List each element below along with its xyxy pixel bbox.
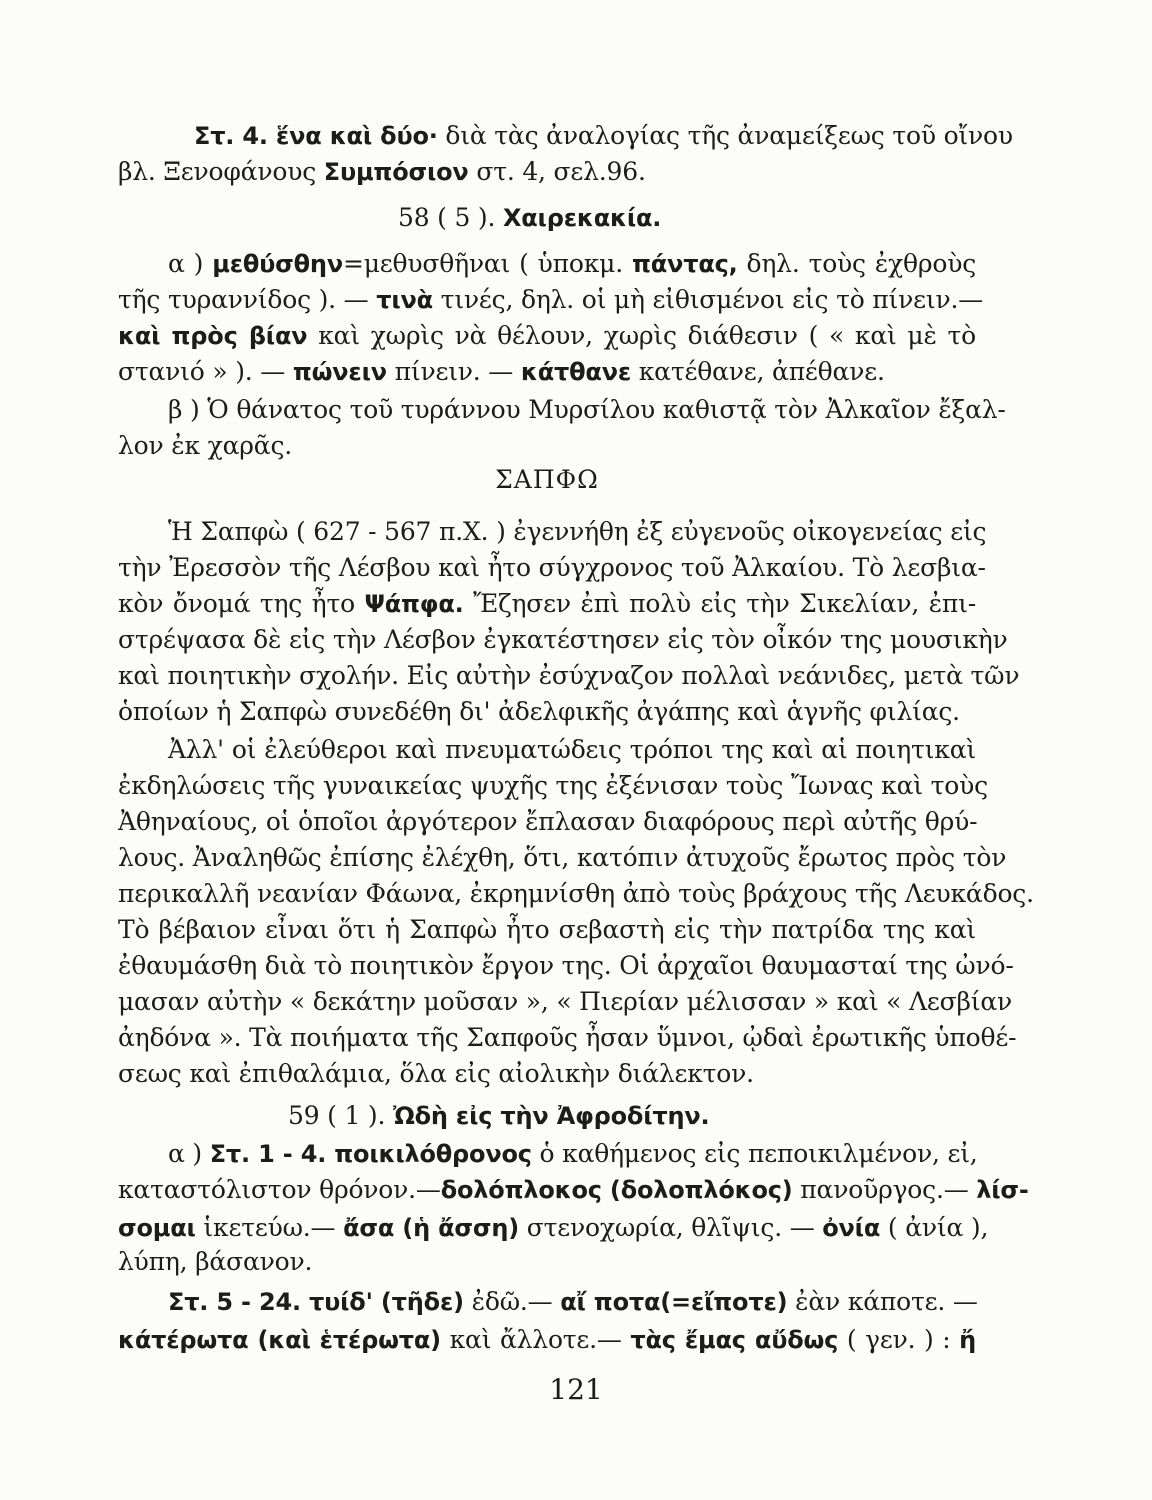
text-run: ( ἀνία ), (880, 1213, 989, 1242)
text-run: καταστόλιστον θρόνον.— (118, 1175, 441, 1204)
text-run: πίνειν. — (386, 357, 521, 386)
text-run: λον ἐκ χαρᾶς. (118, 431, 292, 460)
text-run: β ) Ὁ θάνατος τοῦ τυράννου Μυρσίλου καθιστᾷ τὸν Ἀλκαῖον ἔξαλ- (168, 395, 1006, 424)
text-run: στρέψασα δὲ εἰς τὴν Λέσβον ἐγκατέστησεν εἰς τὸν οἶκόν της μουσικὴν (118, 625, 1008, 654)
text-run: καὶ χωρὶς νὰ θέλουν, χωρὶς διάθεσιν ( « καὶ μὲ τὸ (307, 321, 976, 350)
text-line (118, 876, 1034, 912)
bold-term: τὰς ἔμας αὔδως (630, 1326, 839, 1354)
text-run: καὶ ποιητικὴν σχολήν. Εἰς αὐτὴν ἐσύχναζον πολλαὶ νεάνιδες, μετὰ τῶν (118, 661, 1020, 690)
text-line (118, 550, 986, 586)
text-line (168, 514, 987, 550)
section-heading (118, 462, 976, 498)
text-run: λους. Ἀναληθῶς ἐπίσης ἐλέχθη, ὅτι, κατόπιν ἀτυχοῦς ἔρωτος πρὸς τὸν (118, 843, 1007, 872)
text-run: τινές, δηλ. οἱ μὴ εἰθισμένοι εἰς τὸ πίνειν.— (432, 285, 984, 314)
text-run: Ἡ Σαπφὼ ( 627 - 567 π.Χ. ) ἐγεννήθη ἐξ εὐγενοῦς οἰκογενείας εἰς (168, 517, 987, 546)
bold-term: ἤ (959, 1326, 976, 1354)
text-line (168, 392, 1006, 428)
text-line (118, 912, 976, 948)
text-run: Τὸ βέβαιον εἶναι ὅτι ἡ Σαπφὼ ἦτο σεβαστὴ εἰς τὴν πατρίδα της καὶ (118, 915, 976, 944)
text-run: 58 ( 5 ). (398, 203, 503, 232)
text-run: κὸν ὄνομά της ἦτο (118, 589, 365, 618)
text-run: ἱκετεύω.— (195, 1213, 344, 1242)
text-run: ( γεν. ) : (838, 1325, 960, 1354)
text-run: διὰ τὰς ἀναλογίας τῆς ἀναμείξεως τοῦ οἴνου (437, 121, 1013, 150)
bold-term: ὀνία (822, 1214, 881, 1242)
text-run: α ) (168, 249, 213, 278)
text-run: ὁποίων ἡ Σαπφὼ συνεδέθη δι' ἀδελφικῆς ἀγάπης καὶ ἁγνῆς φιλίας. (118, 697, 960, 726)
text-run: λύπη, βάσανον. (118, 1247, 313, 1276)
text-run: ἐκδηλώσεις τῆς γυναικείας ψυχῆς της ἐξένισαν τοὺς Ἴωνας καὶ τοὺς (118, 771, 988, 800)
text-run: ἐδῶ.— (463, 1287, 561, 1316)
bold-term: Στ. 1 - 4. ποικιλόθρονος (209, 1140, 532, 1168)
text-run: 59 ( 1 ). (288, 1101, 393, 1130)
bold-term: πάντας, (631, 250, 738, 278)
text-line (118, 318, 976, 354)
bold-term: λίσ- (976, 1176, 1029, 1204)
text-line (118, 1210, 989, 1246)
text-line (118, 1172, 1029, 1208)
text-run: ΣΑΠΦΩ (495, 465, 599, 494)
text-run: Ἔζησεν ἐπὶ πολὺ εἰς τὴν Σικελίαν, ἐπι- (463, 589, 976, 618)
text-run: σεως καὶ ἐπιθαλάμια, ὅλα εἰς αἰολικὴν διάλεκτον. (118, 1059, 754, 1088)
bold-term: αἴ ποτα(=εἴποτε) (560, 1288, 788, 1316)
text-line (118, 1020, 1017, 1056)
bold-term: Χαιρεκακία. (502, 204, 662, 232)
text-run: δηλ. τοὺς ἐχθροὺς (737, 249, 977, 278)
bold-term: κάτθανε (520, 358, 631, 386)
text-line (118, 768, 988, 804)
text-line (168, 1136, 976, 1172)
text-run: στ. 4, σελ.96. (468, 157, 646, 186)
text-line (118, 154, 976, 190)
text-line (118, 1244, 976, 1280)
text-run: βλ. Ξενοφάνους (118, 157, 324, 186)
text-line (168, 1284, 976, 1320)
bold-term: τινὰ (376, 286, 433, 314)
bold-term: κάτέρωτα (καὶ ἑτέρωτα) (118, 1326, 441, 1354)
bold-term: Ὠδὴ εἰς τὴν Ἀφροδίτην. (392, 1102, 710, 1130)
text-run: τῆς τυραννίδος ). — (118, 285, 377, 314)
bold-term: καὶ πρὸς βίαν (118, 322, 308, 350)
text-line (118, 1322, 976, 1358)
text-run: ἀηδόνα ». Τὰ ποιήματα τῆς Σαπφοῦς ἦσαν ὕμνοι, ᾠδαὶ ἐρωτικῆς ὑποθέ- (118, 1023, 1017, 1052)
text-line (118, 1056, 976, 1092)
bold-term: Συμπόσιον (323, 158, 469, 186)
bold-term: πώνειν (292, 358, 387, 386)
text-run: στενοχωρία, θλῖψις. — (519, 1213, 823, 1242)
text-run: Ἀθηναίους, οἱ ὁποῖοι ἀργότερον ἔπλασαν διαφόρους περὶ αὐτῆς θρύ- (118, 807, 978, 836)
text-line (118, 586, 976, 622)
text-line (118, 622, 1008, 658)
text-run: στανιό » ). — (118, 357, 293, 386)
text-run: καὶ ἄλλοτε.— (440, 1325, 631, 1354)
text-line (118, 354, 976, 390)
text-line (118, 694, 976, 730)
text-line (168, 732, 976, 768)
bold-term: δολόπλοκος (δολοπλόκος) (440, 1176, 793, 1204)
text-run: τὴν Ἐρεσσὸν τῆς Λέσβου καὶ ἦτο σύγχρονος τοῦ Ἀλκαίου. Τὸ λεσβια- (118, 553, 986, 582)
text-line (118, 804, 976, 840)
text-line (288, 1098, 976, 1134)
text-run: περικαλλῆ νεανίαν Φάωνα, ἐκρημνίσθη ἀπὸ τοὺς βράχους τῆς Λευκάδος. (118, 879, 1034, 908)
text-line (118, 428, 976, 464)
bold-term: σομαι (118, 1214, 196, 1242)
text-line (118, 658, 1020, 694)
text-run: ἐὰν κάποτε. — (787, 1287, 978, 1316)
bold-term: Ψάπφα. (364, 590, 464, 618)
text-run: κατέθανε, ἀπέθανε. (631, 357, 885, 386)
text-run: ἐθαυμάσθη διὰ τὸ ποιητικὸν ἔργον της. Οἱ ἀρχαῖοι θαυμασταί της ὠνό- (118, 951, 1014, 980)
text-line (118, 840, 1007, 876)
text-run: Ἀλλ' οἱ ἐλεύθεροι καὶ πνευματώδεις τρόποι της καὶ αἱ ποιητικαὶ (168, 735, 976, 764)
text-run: α ) (168, 1139, 210, 1168)
bold-term: μεθύσθην (212, 250, 343, 278)
bold-term: ἄσα (ἡ ἄσση) (343, 1214, 520, 1242)
text-run: ὁ καθήμενος εἰς πεποικιλμένον, εἰ, (531, 1139, 978, 1168)
text-line (168, 246, 976, 282)
text-run: =μεθυσθῆναι ( ὑποκμ. (342, 249, 632, 278)
text-run: μασαν αὐτὴν « δεκάτην μοῦσαν », « Πιερίαν μέλισσαν » καὶ « Λεσβίαν (118, 987, 1013, 1016)
bold-term: Στ. 5 - 24. τυίδ' (τῆδε) (168, 1288, 464, 1316)
text-line (118, 984, 1013, 1020)
text-line (118, 948, 1014, 984)
text-line (194, 118, 1013, 154)
text-line (398, 200, 976, 236)
text-run: πανοῦργος.— (792, 1175, 977, 1204)
bold-term: Στ. 4. ἕνα καὶ δύο· (194, 122, 438, 150)
page-number: 121 (549, 1373, 603, 1406)
text-line (118, 282, 984, 318)
